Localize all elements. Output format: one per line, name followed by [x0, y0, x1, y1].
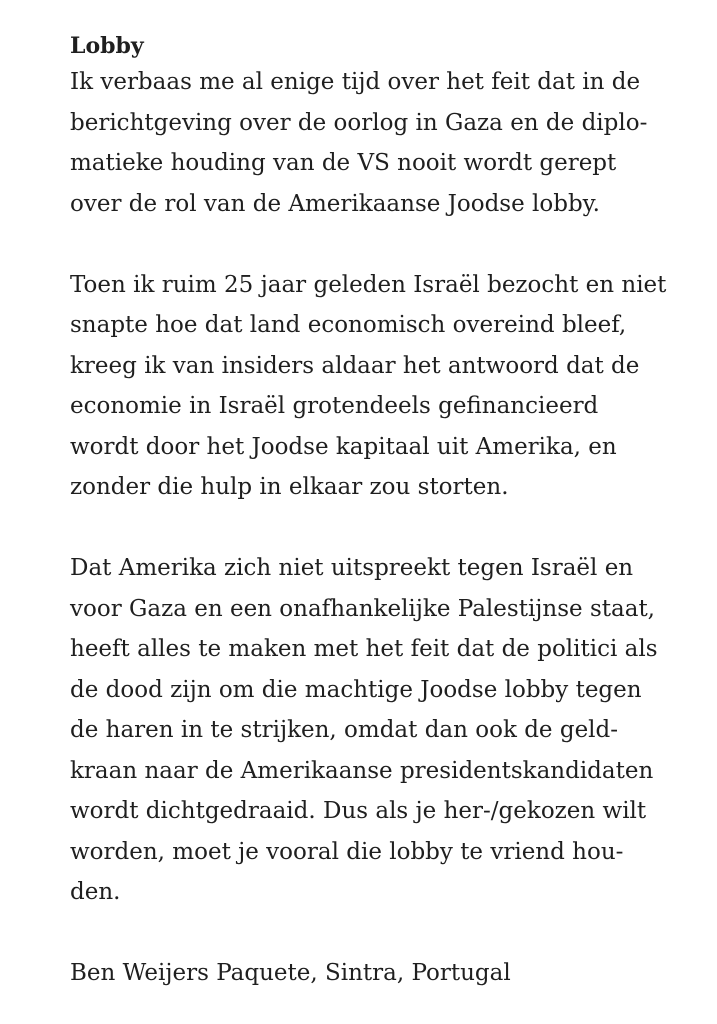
- text-line: economie in Israël grotendeels gefinancieerd: [70, 393, 599, 419]
- text-line: Dat Amerika zich niet uitspreekt tegen Israël en: [70, 555, 634, 581]
- text-line: Ik verbaas me al enige tijd over het feit dat in de: [70, 69, 641, 95]
- text-line: snapte hoe dat land economisch overeind bleef,: [70, 312, 627, 338]
- text-line: de dood zijn om die machtige Joodse lobby tegen: [70, 676, 642, 703]
- text-line: kraan naar de Amerikaanse presidentskandidaten: [70, 757, 654, 784]
- text-line: Toen ik ruim 25 jaar geleden Israël bezocht en niet: [70, 271, 667, 298]
- text-line: kreeg ik van insiders aldaar het antwoord dat de: [70, 352, 640, 379]
- text-line: de haren in te strijken, omdat dan ook de geld-: [70, 717, 619, 743]
- text-line: wordt dichtgedraaid. Dus als je her-/gekozen wilt: [70, 798, 647, 824]
- paragraph-2: [70, 265, 690, 508]
- text-line: wordt door het Joodse kapitaal uit Amerika, en: [70, 433, 617, 460]
- signature-line: Ben Weijers Paquete, Sintra, Portugal: [70, 960, 511, 986]
- letter: [70, 30, 690, 994]
- text-line: voor Gaza en een onafhankelijke Palestijnse staat,: [70, 595, 655, 622]
- letter-title: Lobby: [70, 33, 144, 59]
- text-line: matieke houding van de VS nooit wordt gerept: [70, 150, 617, 176]
- signature: [70, 953, 690, 994]
- paragraph-1: [70, 62, 690, 224]
- text-line: den.: [70, 879, 121, 905]
- paragraph-gap: [70, 913, 690, 954]
- paragraph-gap: [70, 224, 690, 265]
- text-line: over de rol van de Amerikaanse Joodse lobby.: [70, 190, 600, 217]
- text-line: berichtgeving over de oorlog in Gaza en de diplo-: [70, 109, 648, 136]
- paragraph-3: [70, 548, 690, 913]
- text-line: heeft alles te maken met het feit dat de politici als: [70, 636, 658, 662]
- text-line: zonder die hulp in elkaar zou storten.: [70, 474, 509, 500]
- paragraph-gap: [70, 508, 690, 549]
- text-line: worden, moet je vooral die lobby te vriend hou-: [70, 838, 624, 865]
